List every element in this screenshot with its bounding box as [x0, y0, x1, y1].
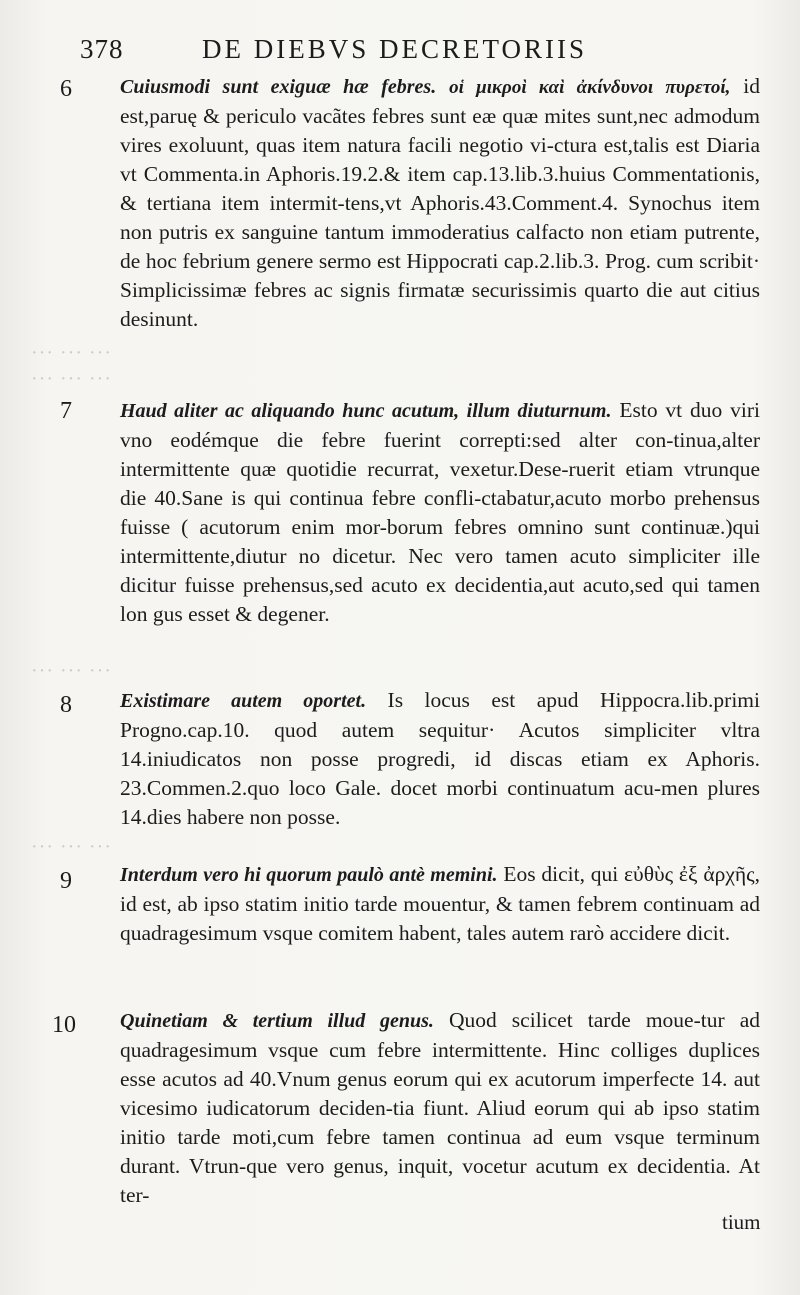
- bleed-through-text: ··· ··· ···: [30, 342, 111, 364]
- note-text: id est,paruę & periculo vacãtes febres sunt eæ quæ mites sunt,nec admodum vires exoluunt, quas item natura facili negotio vi-ctura est,talis est Diaria vt Commenta.in Aphoris.19.2.& item cap.13.lib.3.huius Commentationis, & tertiana item intermit-tens,vt Aphoris.43.Comment.4. Synochus item non putris ex sanguine tantum immoderatius calfacto non etiam putrente, de hoc febrium genere sermo est Hippocrati cap.2.lib.3. Prog. cum scribit· Simplicissimæ febres ac signis firmatæ securissimis quarto die aut citius desinunt.: [120, 74, 761, 331]
- note-number-7: 7: [60, 398, 72, 424]
- note-6: [120, 72, 760, 334]
- note-number-8: 8: [60, 692, 72, 718]
- note-10: [120, 1006, 760, 1210]
- note-lemma: Existimare autem oportet.: [120, 690, 367, 712]
- catchword: tium: [722, 1210, 761, 1234]
- note-lemma: Quinetiam & tertium illud genus.: [120, 1010, 434, 1032]
- note-lemma: Cuiusmodi sunt exiguæ hæ febres.: [120, 76, 437, 98]
- note-text: Eos dicit, qui εὐθὺς ἐξ ἀρχῆς, id est, ab ipso statim initio tarde mouentur, & tamen febrem continuam ad quadragesimum vsque comitem habent, tales autem rarò accidere dicit.: [120, 862, 760, 945]
- page-number: 378: [80, 34, 124, 64]
- note-lemma: Interdum vero hi quorum paulò antè memini.: [120, 864, 498, 886]
- greek-phrase: οἱ μικροὶ καὶ ἀκίνδυνοι πυρετοί,: [449, 77, 731, 98]
- bleed-through-text: ··· ··· ···: [30, 836, 111, 858]
- note-number-9: 9: [60, 868, 72, 894]
- note-text: Esto vt duo viri vno eodémque die febre fuerint correpti:sed alter con-tinua,alter intermittente quæ quotidie recurrat, vexetur.Dese-ruerit etiam vtrunque die 40.Sane is qui continua febre confli-ctabatur,acuto morbo prehensus fuisse ( acutorum enim mor-borum febres omnino sunt continuæ.)qui intermittente,diutur no dicetur. Nec vero tamen acuto simpliciter ille dicitur fuisse prehensus,sed acuto ex decidentia,aut acuto,sed qui tamen lon gus esset & degener.: [120, 398, 760, 626]
- note-text: Is locus est apud Hippocra.lib.primi Progno.cap.10. quod autem sequitur· Acutos simpliciter vltra 14.iniudicatos non posse progredi, id discas etiam ex Aphoris. 23.Commen.2.quo loco Gale. docet morbi continuatum acu-men plures 14.dies habere non posse.: [120, 688, 761, 829]
- note-lemma: Haud aliter ac aliquando hunc acutum, illum diuturnum.: [120, 400, 612, 422]
- note-number-6: 6: [60, 76, 72, 102]
- running-title: DE DIEBVS DECRETORIIS: [202, 34, 588, 64]
- note-7: [120, 396, 760, 629]
- page-header: [80, 28, 780, 68]
- note-text: Quod scilicet tarde moue-tur ad quadragesimum vsque cum febre intermittente. Hinc colliges duplices esse acutos ad 40.Vnum genus eorum qui ex acutorum imperfecte 14. aut vicesimo iudicatorum deciden-tia fiunt. Aliud eorum qui ab ipso statim initio tarde moti,cum febre tamen continua ad eum vsque terminum durant. Vtrun-que vero genus, inquit, vocetur acutum ex decidentia. At ter-: [120, 1008, 760, 1207]
- bleed-through-text: ··· ··· ···: [30, 660, 111, 682]
- note-9: [120, 860, 760, 948]
- note-8: [120, 686, 760, 832]
- bleed-through-text: ··· ··· ···: [30, 368, 111, 390]
- note-number-10: 10: [52, 1012, 76, 1038]
